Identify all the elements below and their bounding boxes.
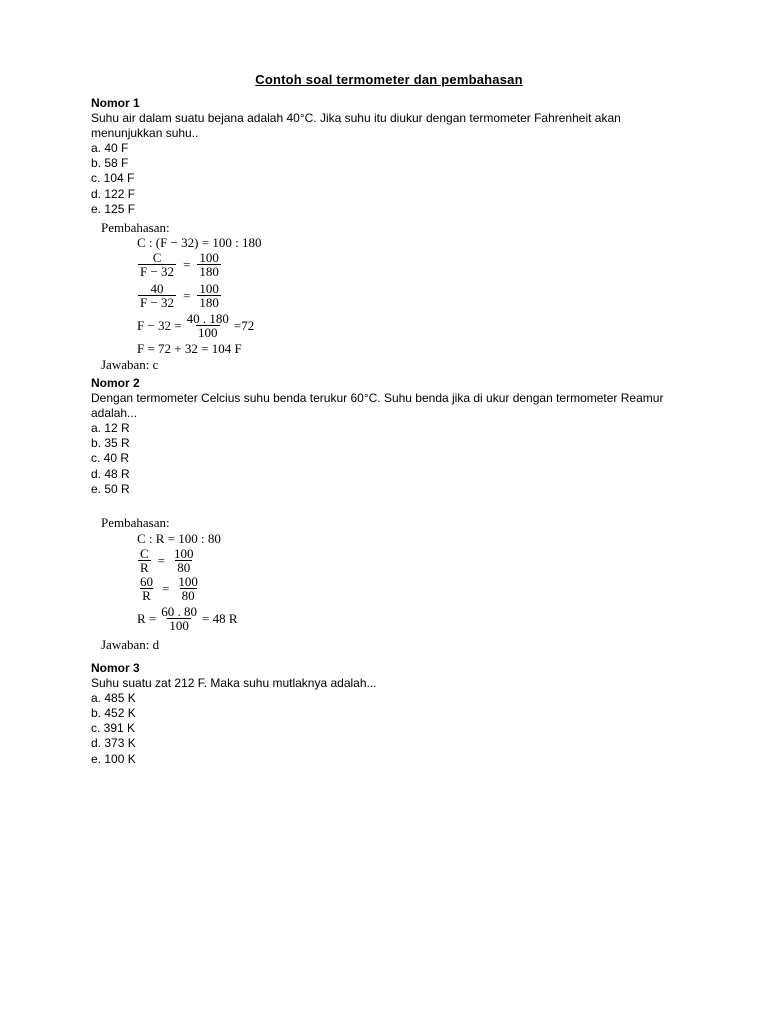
option-list [91, 141, 691, 216]
numerator: C [152, 250, 162, 265]
option-list [91, 691, 691, 766]
denominator: 100 [169, 618, 189, 633]
fraction [197, 251, 221, 278]
option-c: c. 391 K [91, 721, 136, 736]
option-d: d. 48 R [91, 466, 130, 481]
equation-line-2 [135, 547, 199, 574]
numerator: 60 . 80 [161, 604, 198, 619]
option-b: b. 35 R [91, 436, 130, 451]
fraction [176, 575, 200, 602]
denominator: 180 [199, 264, 219, 279]
equals-sign: = [157, 552, 166, 568]
answer-label: Jawaban: d [101, 637, 160, 652]
numerator: 100 [199, 281, 219, 296]
option-e: e. 125 F [91, 201, 136, 216]
option-c: c. 40 R [91, 451, 130, 466]
answer-label: Jawaban: c [101, 357, 159, 372]
denominator: R [140, 560, 149, 575]
numerator: 100 [178, 574, 198, 589]
equation-line-3 [135, 575, 203, 602]
equation-line-1: C : R = 100 : 80 [137, 531, 221, 546]
equation-result: =72 [233, 317, 255, 333]
equation-line-5: F = 72 + 32 = 104 F [137, 341, 242, 356]
equation-line-4 [137, 605, 238, 632]
page-title: Contoh soal termometer dan pembahasan [255, 72, 523, 87]
option-list [91, 421, 691, 496]
equation-line-1: C : (F − 32) = 100 : 180 [137, 235, 262, 250]
numerator: C [140, 546, 149, 561]
denominator: F − 32 [140, 295, 175, 310]
option-b: b. 452 K [91, 706, 136, 721]
option-a: a. 12 R [91, 421, 130, 436]
question-2 [91, 376, 691, 497]
question-number: Nomor 3 [91, 661, 140, 675]
fraction [138, 251, 176, 278]
question-number: Nomor 1 [91, 96, 140, 110]
option-b: b. 58 F [91, 156, 129, 171]
option-d: d. 373 K [91, 736, 136, 751]
fraction [185, 312, 231, 339]
fraction [138, 575, 155, 602]
fraction [197, 282, 221, 309]
option-a: a. 485 K [91, 691, 136, 706]
question-text: Suhu air dalam suatu bejana adalah 40°C. Jika suhu itu diukur dengan termometer Fahrenheit akan menunjukkan suhu.. [91, 111, 621, 141]
option-a: a. 40 F [91, 141, 129, 156]
solution-2 [101, 515, 401, 653]
question-text: Suhu suatu zat 212 F. Maka suhu mutlaknya adalah... [91, 676, 377, 691]
fraction [159, 605, 199, 632]
fraction [138, 547, 151, 574]
equals-sign: = [183, 287, 191, 303]
denominator: 80 [181, 588, 195, 603]
numerator: 100 [199, 250, 219, 265]
question-1 [91, 96, 691, 217]
question-3 [91, 661, 691, 767]
numerator: 40 . 180 [186, 311, 229, 326]
denominator: R [142, 588, 151, 603]
question-number: Nomor 2 [91, 376, 140, 390]
equation-line-4 [137, 312, 254, 339]
option-d: d. 122 F [91, 186, 136, 201]
denominator: 180 [199, 295, 219, 310]
numerator: 100 [174, 546, 194, 561]
equals-sign: = [183, 256, 191, 272]
numerator: 60 [140, 574, 153, 589]
question-text: Dengan termometer Celcius suhu benda terukur 60°C. Suhu benda jika di ukur dengan termometer Reamur adalah... [91, 391, 664, 421]
solution-heading: Pembahasan: [101, 220, 170, 235]
equation-line-3 [135, 282, 224, 309]
equation-left: R = [137, 610, 157, 626]
equation-left: F − 32 = [137, 317, 182, 333]
equation-line-2 [135, 251, 224, 278]
denominator: 80 [177, 560, 191, 575]
solution-heading: Pembahasan: [101, 515, 170, 530]
solution-1 [101, 220, 401, 372]
option-e: e. 50 R [91, 481, 130, 496]
fraction [172, 547, 196, 574]
denominator: F − 32 [140, 264, 175, 279]
equation-result: = 48 R [202, 610, 238, 626]
equals-sign: = [162, 580, 170, 596]
denominator: 100 [198, 325, 218, 340]
option-c: c. 104 F [91, 171, 135, 186]
fraction [138, 282, 176, 309]
numerator: 40 [150, 281, 164, 296]
option-e: e. 100 K [91, 751, 136, 766]
